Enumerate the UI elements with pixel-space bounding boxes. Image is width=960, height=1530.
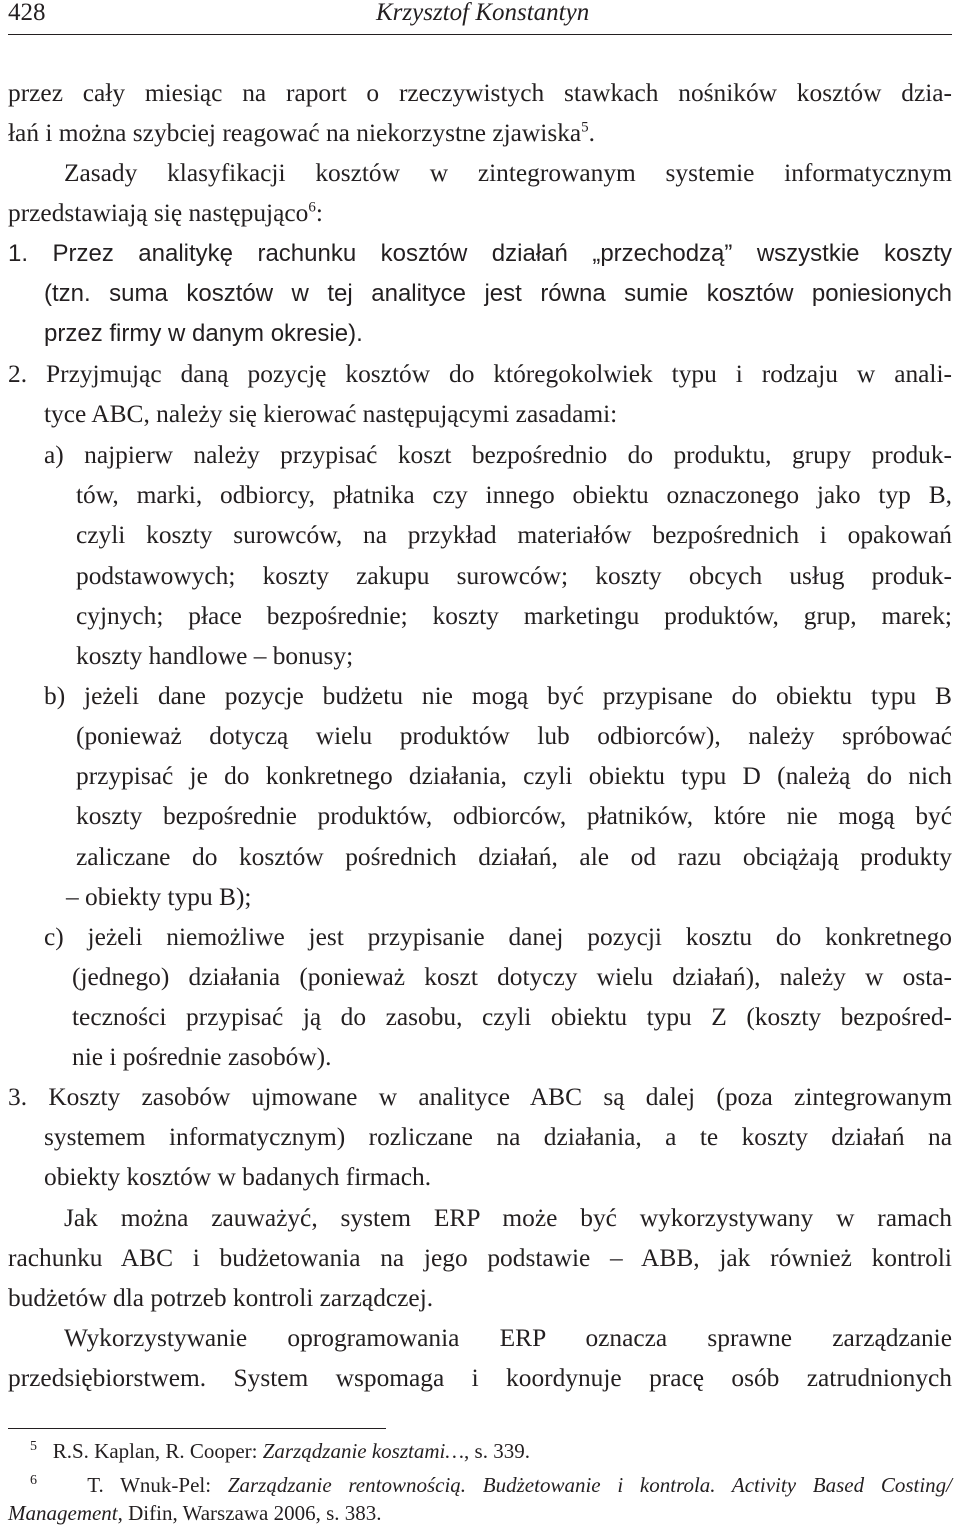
list-item-3: 3. Koszty zasobów ujmowane w analityce ABC są dalej (poza zintegrowanym: [8, 1083, 952, 1111]
text-line: rachunku ABC i budżetowania na jego podstawie – ABB, jak również kontroli: [8, 1244, 952, 1272]
list-item-1: 1. Przez analitykę rachunku kosztów działań „przechodzą” wszystkie koszty: [8, 240, 952, 267]
text-line: (tzn. suma kosztów w tej analityce jest równa sumie kosztów poniesionych: [44, 280, 952, 307]
text-line: przez cały miesiąc na raport o rzeczywistych stawkach nośników kosztów dzia-: [8, 79, 952, 107]
text-line: nie i pośrednie zasobów).: [72, 1043, 332, 1071]
footnote-divider: [8, 1428, 386, 1429]
text-line: podstawowych; koszty zakupu surowców; koszty obcych usług produk-: [76, 562, 952, 590]
running-head-author: Krzysztof Konstantyn: [376, 0, 590, 26]
text-line: zaliczane do kosztów pośrednich działań, ale od razu obciążają produkty: [76, 843, 952, 871]
list-item-2: 2. Przyjmując daną pozycję kosztów do któregokolwiek typu i rodzaju w anali-: [8, 360, 952, 388]
text-line: Zasady klasyfikacji kosztów w zintegrowanym systemie informatycznym: [64, 159, 952, 187]
text-line: teczności przypisać ją do zasobu, czyli obiektu typu Z (koszty bezpośred-: [72, 1003, 952, 1031]
text-line: koszty handlowe – bonusy;: [76, 642, 354, 670]
footnote-number: 6: [30, 1473, 37, 1488]
footnote-6: $^6$ T. Wnuk-Pel: Zarządzanie rentownością. Budżetowanie i kontrola. Activity Based Costing/: [30, 1473, 953, 1497]
text-line: tyce ABC, należy się kierować następującymi zasadami:: [44, 400, 618, 428]
text-line: przypisać je do konkretnego działania, czyli obiektu typu D (należą do nich: [76, 762, 952, 790]
text-line: – obiekty typu B);: [66, 883, 252, 911]
sub-item-a: a) najpierw należy przypisać koszt bezpośrednio do produktu, grupy produk-: [44, 441, 952, 469]
text-line: koszty bezpośrednie produktów, odbiorców, płatników, które nie mogą być: [76, 802, 952, 830]
text-line: Wykorzystywanie oprogramowania ERP oznacza sprawne zarządzanie: [64, 1324, 952, 1352]
text-line: Jak można zauważyć, system ERP może być wykorzystywany w ramach: [64, 1204, 952, 1232]
footnote-ref: 5: [581, 119, 589, 136]
footnote-ref: 6: [308, 199, 316, 216]
text-line: systemem informatycznym) rozliczane na działania, a te koszty działań na: [44, 1123, 952, 1151]
sub-item-b: b) jeżeli dane pozycje budżetu nie mogą być przypisane do obiektu typu B: [44, 682, 952, 710]
text-line: przez firmy w danym okresie).: [44, 320, 363, 347]
footnote-6-continued: Management, Difin, Warszawa 2006, s. 383.: [8, 1501, 382, 1525]
text-line: cyjnych; płace bezpośrednie; koszty marketingu produktów, grup, marek;: [76, 602, 952, 630]
page-number: 428: [8, 0, 46, 26]
sub-item-c: c) jeżeli niemożliwe jest przypisanie danej pozycji kosztu do konkretnego: [44, 923, 952, 951]
text-line: obiekty kosztów w badanych firmach.: [44, 1163, 432, 1191]
text-line: budżetów dla potrzeb kontroli zarządczej.: [8, 1284, 434, 1312]
footnote-5: $^5$ R.S. Kaplan, R. Cooper: Zarządzanie kosztami…, s. 339.: [30, 1439, 530, 1463]
text-line: (ponieważ dotyczą wielu produktów lub odbiorców), należy spróbować: [76, 722, 952, 750]
footnote-number: 5: [30, 1439, 37, 1454]
text-line: (jednego) działania (ponieważ koszt dotyczy wielu działań), należy w osta-: [72, 963, 952, 991]
text-line: czyli koszty surowców, na przykład materiałów bezpośrednich i opakowań: [76, 521, 952, 549]
text-line: łań i można szybciej reagować na niekorzystne zjawiska$^5$.: [8, 119, 596, 147]
text-line: tów, marki, odbiorcy, płatnika czy innego obiektu oznaczonego jako typ B,: [76, 481, 952, 509]
running-header: [8, 0, 952, 35]
text-line: przedsiębiorstwem. System wspomaga i koordynuje pracę osób zatrudnionych: [8, 1364, 952, 1392]
text-line: przedstawiają się następująco$^6$:: [8, 199, 323, 227]
